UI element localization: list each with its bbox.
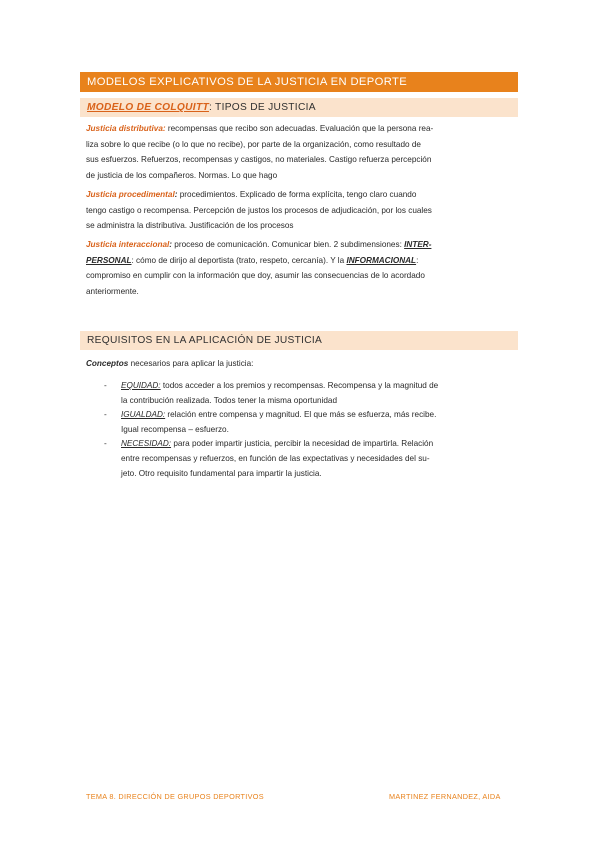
text-colon: :	[169, 240, 173, 249]
term-necesidad: NECESIDAD:	[121, 439, 172, 449]
text-line: proceso de comunicación. Comunicar bien. 2 subdimensiones:	[172, 240, 405, 249]
term-igualdad: IGUALDAD:	[121, 410, 166, 420]
list-item-necesidad	[86, 437, 512, 481]
text-line: de justicia de los compañeros. Normas. Lo que hago	[86, 171, 278, 181]
paragraph-interaccional	[86, 237, 512, 300]
paragraph-distributiva	[86, 121, 512, 184]
term-conceptos: Conceptos	[86, 359, 129, 368]
text-line: jeto. Otro requisito fundamental para impartir la justicia.	[121, 468, 322, 478]
term-informacional: INFORMACIONAL	[346, 255, 417, 265]
text-line: se administra la distributiva. Justificación de los procesos	[86, 221, 294, 231]
term-interpersonal-2: PERSONAL	[86, 255, 132, 265]
text-line: relación entre compensa y magnitud. El que más se esfuerza, más recibe.	[165, 410, 437, 420]
subsection-header-colquitt	[80, 98, 518, 117]
text-line: tengo castigo o recompensa. Percepción de justos los procesos de adjudicación, por los cuales	[86, 205, 432, 215]
model-subtitle: : TIPOS DE JUSTICIA	[208, 102, 316, 113]
term-equidad: EQUIDAD:	[121, 381, 161, 390]
text-line: necesarios para aplicar la justicia:	[128, 359, 254, 368]
paragraph-procedimental	[86, 187, 512, 234]
text-line: compromiso en cumplir con la información que doy, asumir las consecuencias de lo acordado	[86, 271, 425, 281]
list-item-equidad	[86, 379, 512, 408]
text-line: anteriormente.	[86, 287, 139, 297]
text-line: sus esfuerzos. Refuerzos, recompensas y castigos, no materiales. Castigo refuerza percepción	[86, 155, 432, 165]
text-line: : cómo de dirijo al deportista (trato, respeto, cercanía). Y la	[131, 255, 347, 265]
bullet-dash: -	[104, 439, 107, 449]
list-item-igualdad	[86, 408, 512, 437]
footer-left: TEMA 8. DIRECCIÓN DE GRUPOS DEPORTIVOS	[86, 792, 264, 801]
requisitos-list	[86, 379, 512, 481]
term-distributiva: Justicia distributiva:	[86, 124, 166, 133]
text-line: la contribución realizada. Todos tener la misma oportunidad	[121, 395, 338, 405]
paragraph-conceptos	[86, 356, 512, 372]
bullet-dash: -	[104, 381, 107, 390]
requisitos-title: REQUISITOS EN LA APLICACIÓN DE JUSTICIA	[87, 335, 323, 346]
bullet-dash: -	[104, 410, 107, 420]
text-line: todos acceder a los premios y recompensas. Recompensa y la magnitud de	[160, 381, 439, 390]
model-label: MODELO DE COLQUITT	[87, 102, 209, 113]
text-line: entre recompensas y refuerzos, en función de las expectativas y necesidades del su-	[121, 453, 430, 463]
term-interpersonal-1: INTER-	[404, 240, 432, 249]
text-line: procedimientos. Explicado de forma explícita, tengo claro cuando	[177, 190, 417, 199]
section-header-title: MODELOS EXPLICATIVOS DE LA JUSTICIA EN DEPORTE	[87, 76, 408, 88]
text-line: liza sobre lo que recibe (o lo que no recibe), por parte de la organización, como resultado de	[86, 139, 421, 149]
text-line: Igual recompensa – esfuerzo.	[121, 424, 229, 434]
section-header	[80, 72, 518, 92]
term-interaccional: Justicia interaccional	[86, 240, 170, 249]
footer-right: MARTINEZ FERNANDEZ, AIDA	[389, 792, 501, 801]
text-colon: :	[174, 190, 178, 199]
text-line: recompensas que recibo son adecuadas. Evaluación que la persona rea-	[165, 124, 434, 133]
subsection-header-requisitos	[80, 331, 518, 350]
term-procedimental: Justicia procedimental	[86, 190, 175, 199]
text-line: para poder impartir justicia, percibir la necesidad de impartirla. Relación	[171, 439, 434, 449]
text-colon: :	[416, 255, 419, 265]
